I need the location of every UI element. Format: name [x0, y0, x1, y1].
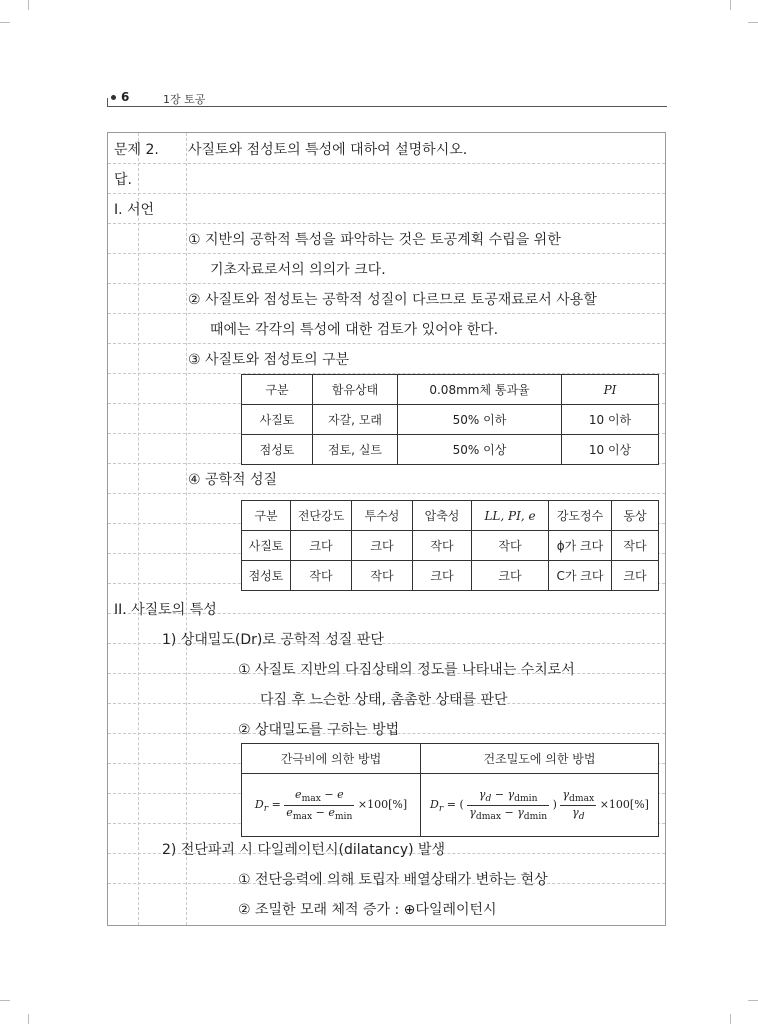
table-header-row	[242, 744, 659, 774]
table-cell: 작다	[352, 561, 413, 591]
table-cell: 건조밀도에 의한 방법	[421, 744, 659, 774]
table-cell: LL, PI, e	[472, 501, 549, 531]
table-row	[242, 774, 659, 837]
crop-mark	[748, 1000, 758, 1001]
table-cell: 간극비에 의한 방법	[242, 744, 421, 774]
properties-table	[241, 500, 659, 591]
table-cell: 점토, 실트	[313, 435, 398, 465]
table-cell: PI	[562, 375, 659, 405]
table-cell: 작다	[612, 531, 659, 561]
answer-sheet	[107, 132, 666, 926]
crop-mark	[0, 1000, 10, 1001]
intro-item-1: ① 지반의 공학적 특성을 파악하는 것은 토공계획 수립을 위한	[188, 232, 561, 248]
subsection-1: 1) 상대밀도(Dr)로 공학적 성질 판단	[162, 632, 384, 648]
subsection-2: 2) 전단파괴 시 다일레이턴시(dilatancy) 발생	[162, 842, 446, 858]
dilatancy-item-1: ① 전단응력에 의해 토립자 배열상태가 변하는 현상	[238, 872, 548, 888]
table-row	[242, 561, 659, 591]
table-cell: 작다	[413, 531, 472, 561]
crop-mark	[730, 1014, 731, 1024]
table-cell: 크다	[352, 531, 413, 561]
table-cell: 10 이상	[562, 435, 659, 465]
problem-label: 문제 2.	[114, 142, 159, 158]
sand-item-1-cont: 다짐 후 느슨한 상태, 촘촘한 상태를 판단	[260, 692, 508, 708]
page-number: 6	[121, 90, 130, 104]
chapter-title: 1장 토공	[163, 93, 206, 106]
table-cell: 점성토	[242, 561, 291, 591]
table-cell: 10 이하	[562, 405, 659, 435]
table-cell: 강도정수	[549, 501, 612, 531]
void-ratio-formula: $D_r$ = $e_{max} - e$ $e_{max} - e_{min}$ ×100[%]	[242, 774, 421, 837]
crop-mark	[748, 22, 758, 23]
table-cell: ϕ가 크다	[549, 531, 612, 561]
dry-density-formula: $D_r$ = ( $\gamma_d - \gamma_{dmin}$ $\gamma_{dmax} - \gamma_{dmin}$ ) $\gamma_{dmax}$ $\gamma_d$ ×100[%]	[421, 774, 659, 837]
crop-mark	[28, 0, 29, 10]
table-cell: 크다	[612, 561, 659, 591]
problem-question: 사질토와 점성토의 특성에 대하여 설명하시오.	[188, 142, 468, 158]
table-cell: 작다	[291, 561, 352, 591]
answer-label: 답.	[114, 172, 132, 188]
table-cell: C가 크다	[549, 561, 612, 591]
table-cell: 함유상태	[313, 375, 398, 405]
intro-item-2: ② 사질토와 점성토는 공학적 성질이 다르므로 토공재료로서 사용할	[188, 292, 597, 308]
table-cell: 사질토	[242, 405, 313, 435]
table-header-row	[242, 375, 659, 405]
intro-item-2-cont: 때에는 각각의 특성에 대한 검토가 있어야 한다.	[210, 322, 499, 338]
section-1-heading: I. 서언	[114, 202, 155, 218]
sand-item-2: ② 상대밀도를 구하는 방법	[238, 722, 400, 738]
table-cell: 크다	[413, 561, 472, 591]
table-cell: 50% 이상	[398, 435, 562, 465]
dilatancy-item-2: ② 조밀한 모래 체적 증가 : ⊕다일레이턴시	[238, 902, 497, 918]
table-cell: 전단강도	[291, 501, 352, 531]
table-cell: 사질토	[242, 531, 291, 561]
table-row	[242, 435, 659, 465]
table-cell: 점성토	[242, 435, 313, 465]
intro-item-4: ④ 공학적 성질	[188, 472, 278, 488]
table-cell: 크다	[291, 531, 352, 561]
table-cell: 압축성	[413, 501, 472, 531]
table-cell: 50% 이하	[398, 405, 562, 435]
table-cell: 구분	[242, 375, 313, 405]
table-row	[242, 531, 659, 561]
bullet-icon	[111, 95, 116, 100]
table-cell: 동상	[612, 501, 659, 531]
table-header-row	[242, 501, 659, 531]
sand-item-1: ① 사질토 지반의 다짐상태의 정도를 나타내는 수치로서	[238, 662, 575, 678]
page-header	[107, 88, 667, 110]
crop-mark	[730, 0, 731, 10]
table-row	[242, 405, 659, 435]
table-cell: 작다	[472, 531, 549, 561]
intro-item-3: ③ 사질토와 점성토의 구분	[188, 352, 350, 368]
table-cell: 투수성	[352, 501, 413, 531]
classification-table	[241, 374, 659, 465]
section-2-heading: II. 사질토의 특성	[114, 602, 217, 618]
table-cell: 구분	[242, 501, 291, 531]
crop-mark	[28, 1014, 29, 1024]
crop-mark	[0, 22, 10, 23]
table-cell: 자갈, 모래	[313, 405, 398, 435]
table-cell: 0.08mm체 통과율	[398, 375, 562, 405]
table-cell: 크다	[472, 561, 549, 591]
relative-density-table	[241, 743, 659, 837]
intro-item-1-cont: 기초자료로서의 의의가 크다.	[210, 262, 386, 278]
